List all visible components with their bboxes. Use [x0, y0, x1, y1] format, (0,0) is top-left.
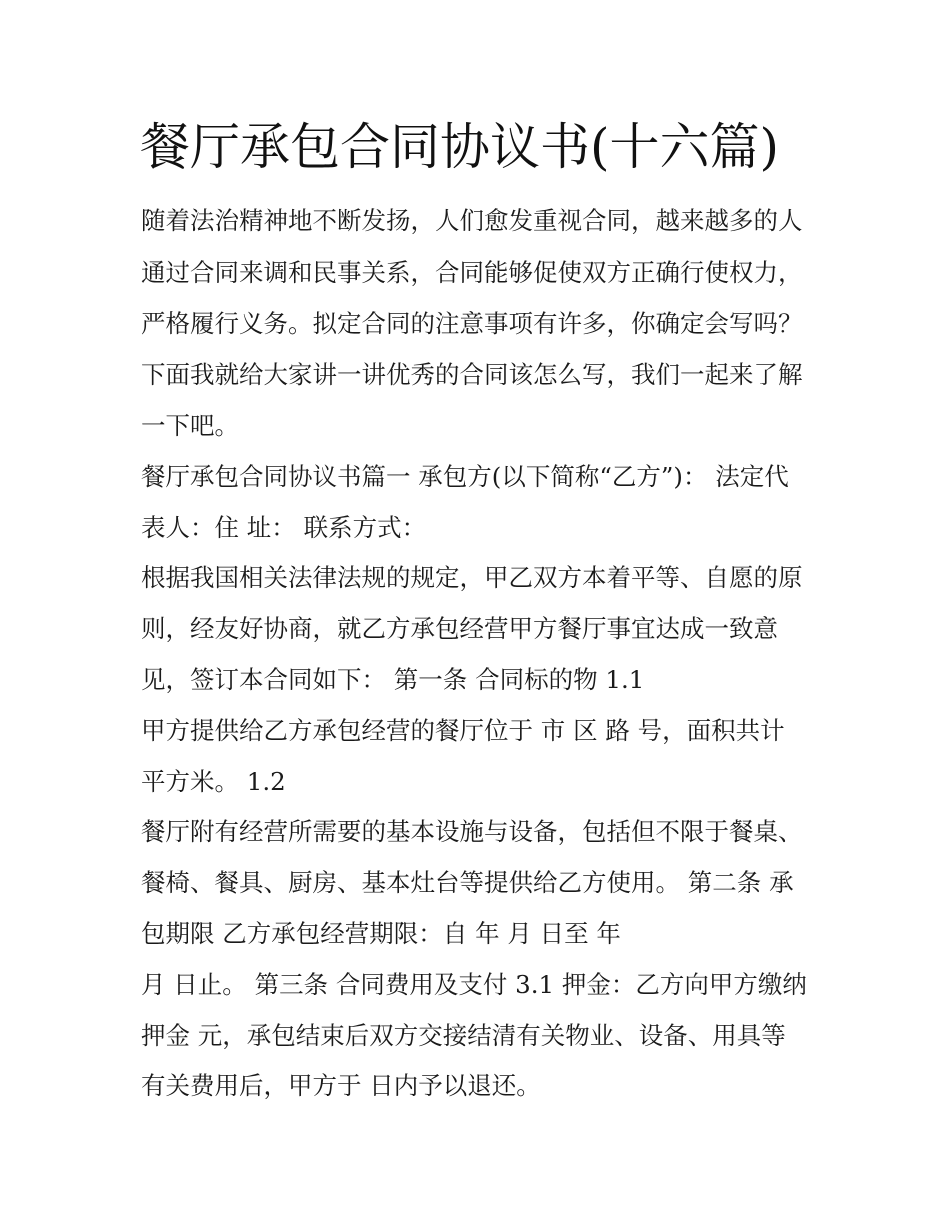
- text-line: 押金 元，承包结束后双方交接结清有关物业、设备、用具等: [141, 1021, 786, 1050]
- text-line: 餐椅、餐具、厨房、基本灶台等提供给乙方使用。 第二条 承: [141, 868, 794, 897]
- text-line: 严格履行义务。拟定合同的注意事项有许多，你确定会写吗？: [141, 309, 803, 338]
- text-line: 餐厅附有经营所需要的基本设施与设备，包括但不限于餐桌、: [141, 817, 803, 846]
- text-line: 一下吧。: [141, 411, 239, 440]
- text-line: 见，签订本合同如下： 第一条 合同标的物 1.1: [141, 665, 645, 694]
- text-line: 平方米。 1.2: [141, 767, 286, 796]
- text-line: 则，经友好协商，就乙方承包经营甲方餐厅事宜达成一致意: [141, 614, 778, 643]
- text-line: 月 日止。 第三条 合同费用及支付 3.1 押金：乙方向甲方缴纳: [141, 970, 807, 999]
- text-line: 甲方提供给乙方承包经营的餐厅位于 市 区 路 号，面积共计: [141, 716, 785, 745]
- text-line: 包期限 乙方承包经营期限：自 年 月 日至 年: [141, 919, 621, 948]
- text-line: 有关费用后，甲方于 日内予以退还。: [141, 1071, 541, 1100]
- text-line: 根据我国相关法律法规的规定，甲乙双方本着平等、自愿的原: [141, 563, 803, 592]
- text-line: 表人：住 址： 联系方式：: [141, 513, 427, 542]
- document-title: 餐厅承包合同协议书(十六篇): [140, 118, 780, 176]
- text-line: 通过合同来调和民事关系，合同能够促使双方正确行使权力，: [141, 258, 803, 287]
- text-line: 餐厅承包合同协议书篇一 承包方(以下简称“乙方”)： 法定代: [141, 462, 789, 491]
- text-line: 下面我就给大家讲一讲优秀的合同该怎么写，我们一起来了解: [141, 360, 803, 389]
- text-line: 随着法治精神地不断发扬，人们愈发重视合同，越来越多的人: [141, 206, 803, 235]
